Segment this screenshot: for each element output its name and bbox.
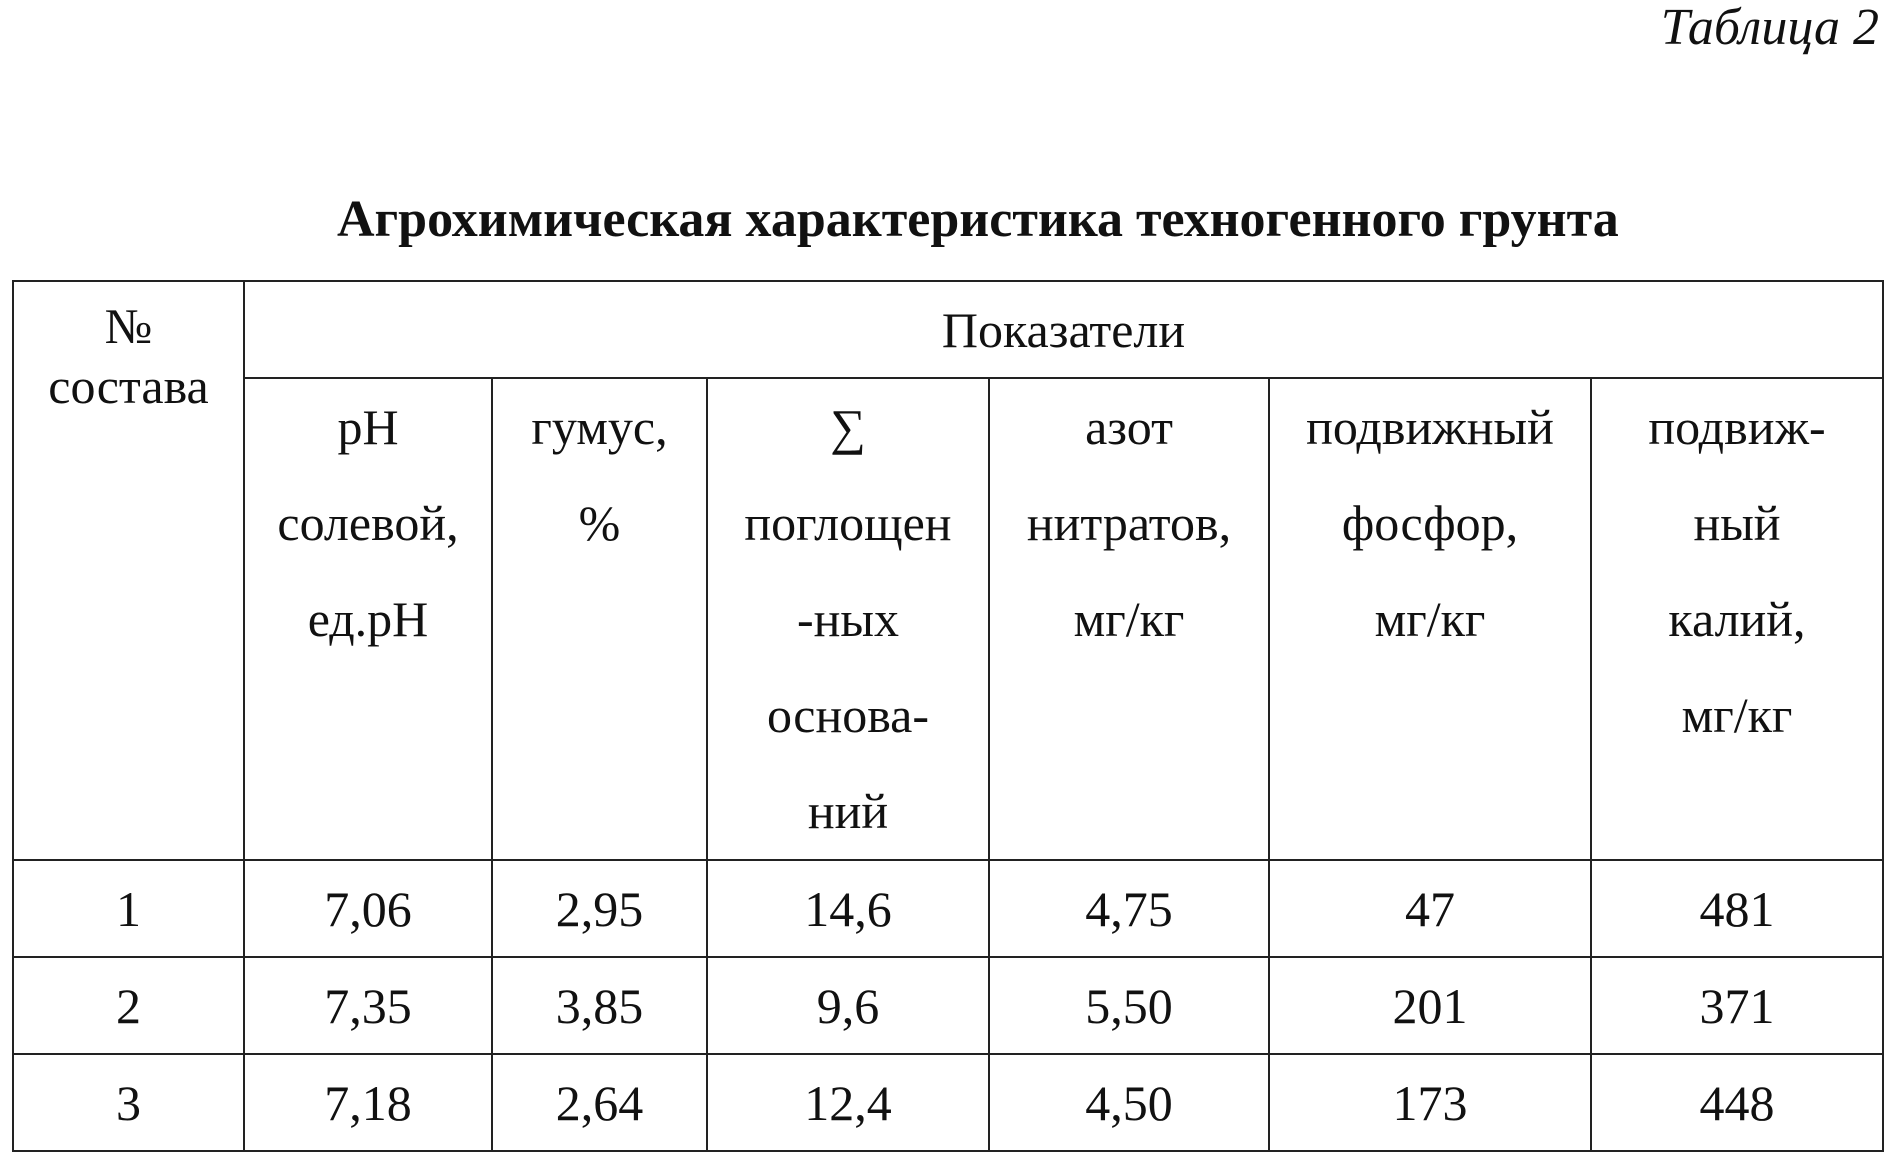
header-col-phosphorus (1269, 378, 1591, 860)
cell-value: 47 (1269, 860, 1591, 957)
header-number-column (13, 281, 244, 860)
header-col-label: азот нитратов, мг/кг (1026, 399, 1232, 647)
cell-value: 481 (1591, 860, 1883, 957)
cell-value: 4,50 (989, 1054, 1269, 1151)
header-row-columns (13, 378, 1883, 860)
agrochemical-table (12, 280, 1884, 1152)
cell-value: 2,95 (492, 860, 707, 957)
cell-value: 12,4 (707, 1054, 989, 1151)
cell-value: 371 (1591, 957, 1883, 1054)
table-label: Таблица 2 (1660, 0, 1879, 56)
header-indicators-group: Показатели (244, 281, 1883, 378)
cell-value: 7,06 (244, 860, 492, 957)
header-number-label: № состава (48, 298, 209, 414)
header-col-nitrate (989, 378, 1269, 860)
header-col-ph (244, 378, 492, 860)
header-col-bases (707, 378, 989, 860)
cell-value: 201 (1269, 957, 1591, 1054)
table-row (13, 957, 1883, 1054)
header-col-label: ∑ поглощен -ных основа- ний (744, 399, 952, 839)
header-col-label: гумус, % (531, 399, 668, 551)
header-col-humus (492, 378, 707, 860)
cell-value: 3,85 (492, 957, 707, 1054)
header-col-label: pH солевой, ед.pH (277, 399, 459, 647)
cell-value: 2,64 (492, 1054, 707, 1151)
table-row (13, 860, 1883, 957)
table-title: Агрохимическая характеристика техногенного грунта (337, 191, 1619, 248)
cell-value: 173 (1269, 1054, 1591, 1151)
cell-value: 9,6 (707, 957, 989, 1054)
cell-value: 5,50 (989, 957, 1269, 1054)
cell-value: 4,75 (989, 860, 1269, 957)
table-row (13, 1054, 1883, 1151)
header-col-label: подвиж- ный калий, мг/кг (1648, 399, 1826, 743)
header-row-group (13, 281, 1883, 378)
cell-value: 7,18 (244, 1054, 492, 1151)
cell-value: 448 (1591, 1054, 1883, 1151)
cell-value: 14,6 (707, 860, 989, 957)
header-col-label: подвижный фосфор, мг/кг (1306, 399, 1554, 647)
row-number: 3 (13, 1054, 244, 1151)
cell-value: 7,35 (244, 957, 492, 1054)
row-number: 1 (13, 860, 244, 957)
header-col-potassium (1591, 378, 1883, 860)
row-number: 2 (13, 957, 244, 1054)
